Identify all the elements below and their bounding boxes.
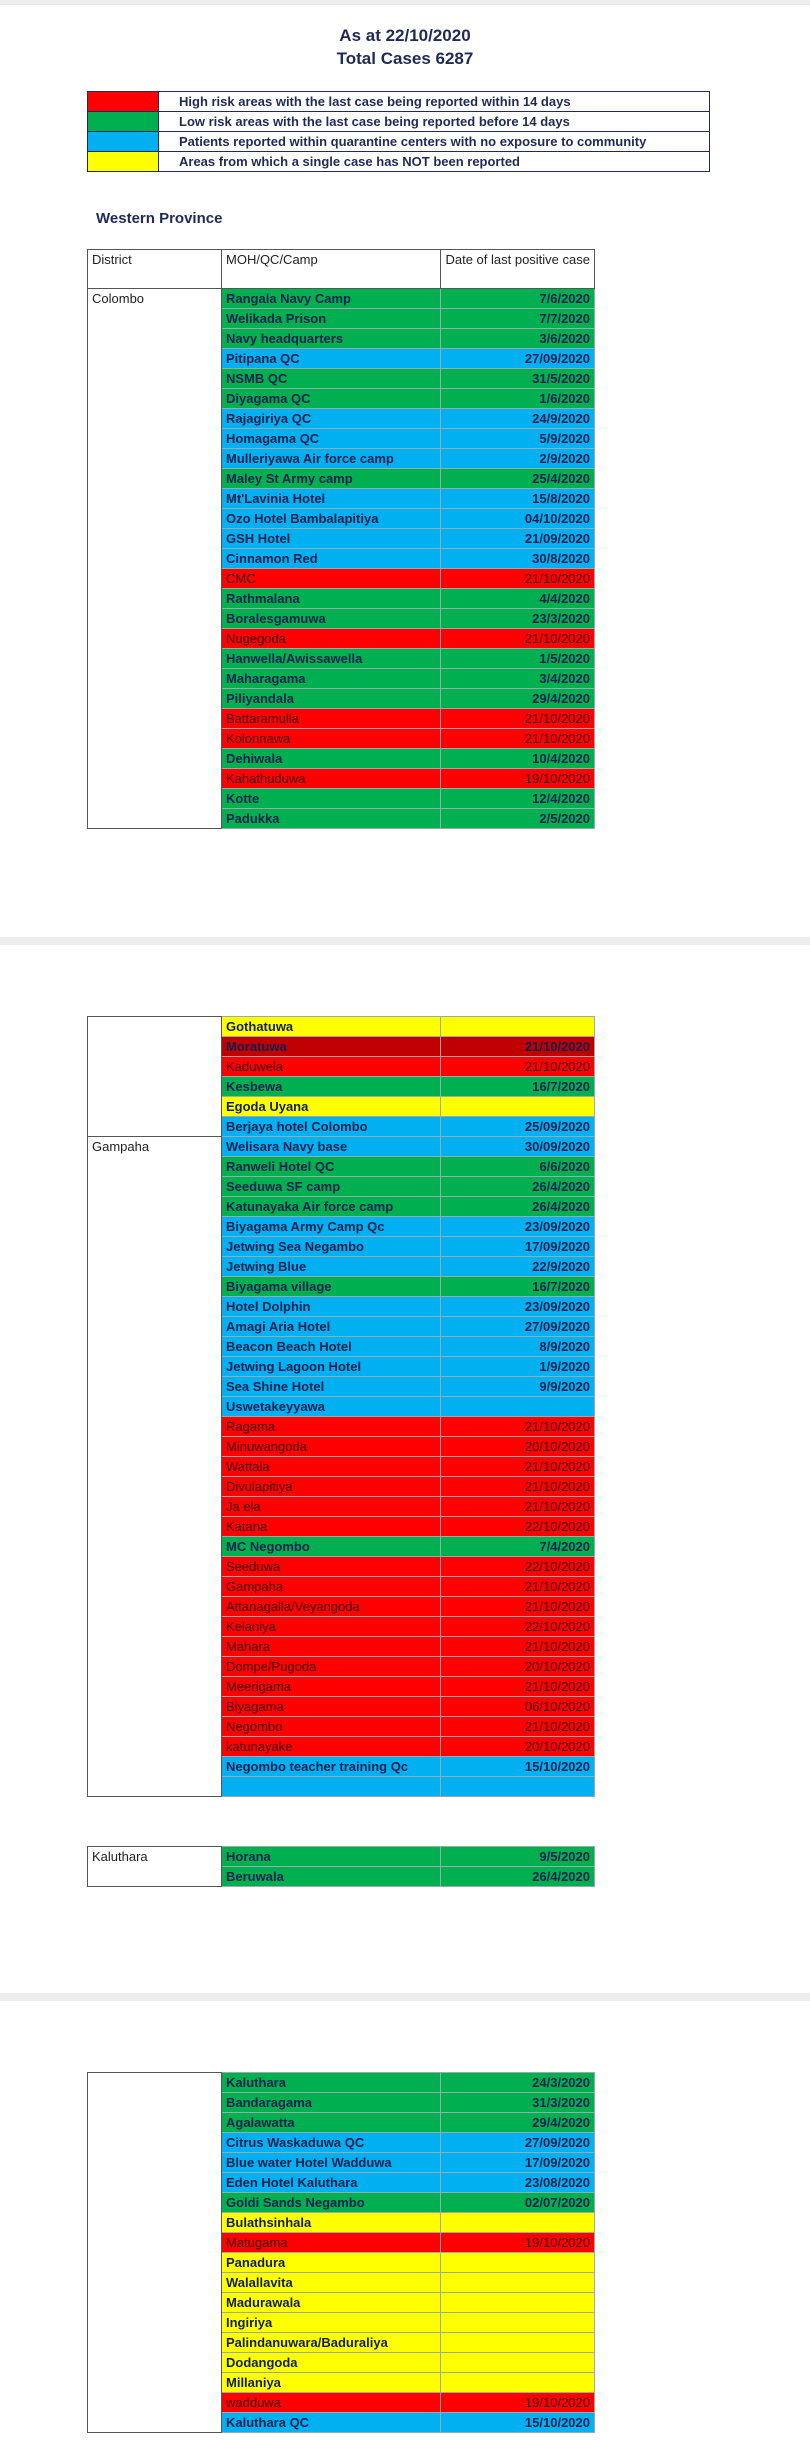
moh-name-cell: Beruwala xyxy=(222,1867,441,1887)
last-case-date-cell: 23/09/2020 xyxy=(441,1217,595,1237)
moh-name-cell: NSMB QC xyxy=(222,369,441,389)
last-case-date-cell: 21/10/2020 xyxy=(441,1677,595,1697)
last-case-date-cell xyxy=(441,2213,595,2233)
kaluthara-table-part2 xyxy=(87,2072,595,2433)
last-case-date-cell: 15/10/2020 xyxy=(441,2413,595,2433)
last-case-date-cell xyxy=(441,2253,595,2273)
moh-name-cell: Nugegoda xyxy=(222,629,441,649)
legend-row xyxy=(88,92,710,112)
last-case-date-cell: 15/10/2020 xyxy=(441,1757,595,1777)
last-case-date-cell: 22/10/2020 xyxy=(441,1557,595,1577)
last-case-date-cell: 27/09/2020 xyxy=(441,1317,595,1337)
last-case-date-cell: 21/10/2020 xyxy=(441,1497,595,1517)
moh-name-cell xyxy=(222,1777,441,1797)
last-case-date-cell: 3/6/2020 xyxy=(441,329,595,349)
moh-name-cell: Minuwangoda xyxy=(222,1437,441,1457)
moh-name-cell: Homagama QC xyxy=(222,429,441,449)
moh-name-cell: Walallavita xyxy=(222,2273,441,2293)
moh-name-cell: Boralesgamuwa xyxy=(222,609,441,629)
moh-name-cell: Dodangoda xyxy=(222,2353,441,2373)
last-case-date-cell xyxy=(441,1397,595,1417)
last-case-date-cell: 24/9/2020 xyxy=(441,409,595,429)
moh-name-cell: Maley St Army camp xyxy=(222,469,441,489)
moh-name-cell: Kotte xyxy=(222,789,441,809)
moh-name-cell: Madurawala xyxy=(222,2293,441,2313)
page-break-2 xyxy=(0,1993,810,2001)
moh-name-cell: Piliyandala xyxy=(222,689,441,709)
last-case-date-cell: 16/7/2020 xyxy=(441,1277,595,1297)
legend-row xyxy=(88,152,710,172)
district-cell xyxy=(88,2073,222,2433)
moh-name-cell: Katunayaka Air force camp xyxy=(222,1197,441,1217)
legend-row xyxy=(88,112,710,132)
color-legend xyxy=(87,91,710,172)
last-case-date-cell: 21/09/2020 xyxy=(441,529,595,549)
last-case-date-cell xyxy=(441,2353,595,2373)
column-header-date: Date of last positive case xyxy=(441,250,595,289)
last-case-date-cell: 17/09/2020 xyxy=(441,2153,595,2173)
last-case-date-cell: 24/3/2020 xyxy=(441,2073,595,2093)
moh-name-cell: Kaduwela xyxy=(222,1057,441,1077)
last-case-date-cell: 15/8/2020 xyxy=(441,489,595,509)
district-cell: Colombo xyxy=(88,289,222,829)
moh-name-cell: Ragama xyxy=(222,1417,441,1437)
legend-text: High risk areas with the last case being reported within 14 days xyxy=(159,92,710,112)
last-case-date-cell xyxy=(441,2313,595,2333)
last-case-date-cell: 02/07/2020 xyxy=(441,2193,595,2213)
last-case-date-cell: 7/7/2020 xyxy=(441,309,595,329)
moh-name-cell: Kelaniya xyxy=(222,1617,441,1637)
last-case-date-cell: 21/10/2020 xyxy=(441,709,595,729)
moh-name-cell: Agalawatta xyxy=(222,2113,441,2133)
moh-name-cell: Gothatuwa xyxy=(222,1017,441,1037)
moh-name-cell: Ranweli Hotel QC xyxy=(222,1157,441,1177)
moh-name-cell: Pitipana QC xyxy=(222,349,441,369)
moh-name-cell: Negombo xyxy=(222,1717,441,1737)
legend-text: Areas from which a single case has NOT been reported xyxy=(159,152,710,172)
moh-name-cell: Rangala Navy Camp xyxy=(222,289,441,309)
last-case-date-cell: 21/10/2020 xyxy=(441,1057,595,1077)
moh-name-cell: Jetwing Blue xyxy=(222,1257,441,1277)
last-case-date-cell: 25/4/2020 xyxy=(441,469,595,489)
last-case-date-cell: 26/4/2020 xyxy=(441,1867,595,1887)
last-case-date-cell: 6/6/2020 xyxy=(441,1157,595,1177)
moh-name-cell: Bulathsinhala xyxy=(222,2213,441,2233)
moh-name-cell: Kahathuduwa xyxy=(222,769,441,789)
moh-name-cell: Navy headquarters xyxy=(222,329,441,349)
last-case-date-cell: 1/6/2020 xyxy=(441,389,595,409)
last-case-date-cell: 21/10/2020 xyxy=(441,1597,595,1617)
last-case-date-cell: 9/9/2020 xyxy=(441,1377,595,1397)
moh-name-cell: Ingiriya xyxy=(222,2313,441,2333)
moh-name-cell: Panadura xyxy=(222,2253,441,2273)
legend-text: Patients reported within quarantine centers with no exposure to community xyxy=(159,132,710,152)
last-case-date-cell: 17/09/2020 xyxy=(441,1237,595,1257)
last-case-date-cell: 21/10/2020 xyxy=(441,729,595,749)
page-top-edge xyxy=(0,0,810,5)
last-case-date-cell: 16/7/2020 xyxy=(441,1077,595,1097)
last-case-date-cell: 8/9/2020 xyxy=(441,1337,595,1357)
moh-name-cell: Welikada Prison xyxy=(222,309,441,329)
moh-name-cell: Katana xyxy=(222,1517,441,1537)
last-case-date-cell: 27/09/2020 xyxy=(441,2133,595,2153)
moh-name-cell: CMC xyxy=(222,569,441,589)
province-title: Western Province xyxy=(96,210,223,227)
moh-name-cell: Divulapitiya xyxy=(222,1477,441,1497)
last-case-date-cell: 7/4/2020 xyxy=(441,1537,595,1557)
moh-name-cell: Attanagalla/Veyangoda xyxy=(222,1597,441,1617)
moh-name-cell: Seeduwa SF camp xyxy=(222,1177,441,1197)
last-case-date-cell: 23/08/2020 xyxy=(441,2173,595,2193)
kaluthara-table-part1 xyxy=(87,1846,595,1887)
colombo-table xyxy=(87,249,595,829)
moh-name-cell: Amagi Aria Hotel xyxy=(222,1317,441,1337)
table-row xyxy=(88,289,595,309)
last-case-date-cell: 26/4/2020 xyxy=(441,1197,595,1217)
moh-name-cell: Dompe/Pugoda xyxy=(222,1657,441,1677)
moh-name-cell: Kaluthara QC xyxy=(222,2413,441,2433)
table-header-row xyxy=(88,250,595,289)
last-case-date-cell: 21/10/2020 xyxy=(441,1457,595,1477)
legend-swatch xyxy=(88,132,159,152)
legend-swatch xyxy=(88,92,159,112)
last-case-date-cell: 7/6/2020 xyxy=(441,289,595,309)
last-case-date-cell: 19/10/2020 xyxy=(441,2393,595,2413)
last-case-date-cell: 04/10/2020 xyxy=(441,509,595,529)
last-case-date-cell: 12/4/2020 xyxy=(441,789,595,809)
moh-name-cell: Ozo Hotel Bambalapitiya xyxy=(222,509,441,529)
last-case-date-cell: 21/10/2020 xyxy=(441,1637,595,1657)
moh-name-cell: Jetwing Sea Negambo xyxy=(222,1237,441,1257)
moh-name-cell: Citrus Waskaduwa QC xyxy=(222,2133,441,2153)
last-case-date-cell: 06/10/2020 xyxy=(441,1697,595,1717)
table-row xyxy=(88,1847,595,1867)
column-header-moh: MOH/QC/Camp xyxy=(222,250,441,289)
moh-name-cell: wadduwa xyxy=(222,2393,441,2413)
last-case-date-cell xyxy=(441,2373,595,2393)
moh-name-cell: Rathmalana xyxy=(222,589,441,609)
moh-name-cell: Padukka xyxy=(222,809,441,829)
last-case-date-cell: 20/10/2020 xyxy=(441,1437,595,1457)
legend-text: Low risk areas with the last case being reported before 14 days xyxy=(159,112,710,132)
moh-name-cell: Moratuwa xyxy=(222,1037,441,1057)
moh-name-cell: Berjaya hotel Colombo xyxy=(222,1117,441,1137)
last-case-date-cell xyxy=(441,1017,595,1037)
moh-name-cell: Dehiwala xyxy=(222,749,441,769)
moh-name-cell: Diyagama QC xyxy=(222,389,441,409)
last-case-date-cell: 23/09/2020 xyxy=(441,1297,595,1317)
last-case-date-cell: 20/10/2020 xyxy=(441,1737,595,1757)
moh-name-cell: Kesbewa xyxy=(222,1077,441,1097)
moh-name-cell: Mahara xyxy=(222,1637,441,1657)
moh-name-cell: Blue water Hotel Wadduwa xyxy=(222,2153,441,2173)
moh-name-cell: Horana xyxy=(222,1847,441,1867)
moh-name-cell: Kolonnawa xyxy=(222,729,441,749)
last-case-date-cell: 1/9/2020 xyxy=(441,1357,595,1377)
moh-name-cell: Egoda Uyana xyxy=(222,1097,441,1117)
district-cell xyxy=(88,1017,222,1137)
last-case-date-cell: 25/09/2020 xyxy=(441,1117,595,1137)
last-case-date-cell: 21/10/2020 xyxy=(441,1417,595,1437)
moh-name-cell: Matugama xyxy=(222,2233,441,2253)
table-row xyxy=(88,2073,595,2093)
moh-name-cell: Hanwella/Awissawella xyxy=(222,649,441,669)
last-case-date-cell: 2/9/2020 xyxy=(441,449,595,469)
last-case-date-cell: 26/4/2020 xyxy=(441,1177,595,1197)
last-case-date-cell xyxy=(441,2273,595,2293)
moh-name-cell: Maharagama xyxy=(222,669,441,689)
legend-row xyxy=(88,132,710,152)
moh-name-cell: Eden Hotel Kaluthara xyxy=(222,2173,441,2193)
last-case-date-cell: 1/5/2020 xyxy=(441,649,595,669)
last-case-date-cell: 2/5/2020 xyxy=(441,809,595,829)
last-case-date-cell: 22/10/2020 xyxy=(441,1517,595,1537)
moh-name-cell: Rajagiriya QC xyxy=(222,409,441,429)
total-cases: Total Cases 6287 xyxy=(336,49,474,68)
last-case-date-cell: 21/10/2020 xyxy=(441,1717,595,1737)
moh-name-cell: Welisara Navy base xyxy=(222,1137,441,1157)
moh-name-cell: Hotel Dolphin xyxy=(222,1297,441,1317)
report-header xyxy=(0,24,810,70)
moh-name-cell: Beacon Beach Hotel xyxy=(222,1337,441,1357)
last-case-date-cell: 5/9/2020 xyxy=(441,429,595,449)
legend-swatch xyxy=(88,152,159,172)
last-case-date-cell xyxy=(441,2293,595,2313)
moh-name-cell: Meerigama xyxy=(222,1677,441,1697)
moh-name-cell: katunayake xyxy=(222,1737,441,1757)
moh-name-cell: Ja ela xyxy=(222,1497,441,1517)
moh-name-cell: Palindanuwara/Baduraliya xyxy=(222,2333,441,2353)
moh-name-cell: Uswetakeyyawa xyxy=(222,1397,441,1417)
last-case-date-cell: 19/10/2020 xyxy=(441,2233,595,2253)
last-case-date-cell: 29/4/2020 xyxy=(441,689,595,709)
last-case-date-cell: 22/10/2020 xyxy=(441,1617,595,1637)
last-case-date-cell: 22/9/2020 xyxy=(441,1257,595,1277)
last-case-date-cell: 31/5/2020 xyxy=(441,369,595,389)
last-case-date-cell xyxy=(441,1777,595,1797)
last-case-date-cell: 29/4/2020 xyxy=(441,2113,595,2133)
moh-name-cell: Mulleriyawa Air force camp xyxy=(222,449,441,469)
last-case-date-cell: 19/10/2020 xyxy=(441,769,595,789)
last-case-date-cell: 30/8/2020 xyxy=(441,549,595,569)
report-date: As at 22/10/2020 xyxy=(339,26,471,45)
moh-name-cell: Wattala xyxy=(222,1457,441,1477)
moh-name-cell: Biyagama village xyxy=(222,1277,441,1297)
column-header-district: District xyxy=(88,250,222,289)
last-case-date-cell: 21/10/2020 xyxy=(441,569,595,589)
moh-name-cell: Biyagama xyxy=(222,1697,441,1717)
last-case-date-cell: 21/10/2020 xyxy=(441,1477,595,1497)
moh-name-cell: Sea Shine Hotel xyxy=(222,1377,441,1397)
last-case-date-cell: 10/4/2020 xyxy=(441,749,595,769)
table-row xyxy=(88,1017,595,1037)
district-cell: Kaluthara xyxy=(88,1847,222,1887)
last-case-date-cell: 30/09/2020 xyxy=(441,1137,595,1157)
last-case-date-cell: 21/10/2020 xyxy=(441,1577,595,1597)
moh-name-cell: Biyagama Army Camp Qc xyxy=(222,1217,441,1237)
last-case-date-cell: 27/09/2020 xyxy=(441,349,595,369)
moh-name-cell: Cinnamon Red xyxy=(222,549,441,569)
colombo-gampaha-table xyxy=(87,1016,595,1797)
moh-name-cell: Goldi Sands Negambo xyxy=(222,2193,441,2213)
moh-name-cell: Negombo teacher training Qc xyxy=(222,1757,441,1777)
moh-name-cell: GSH Hotel xyxy=(222,529,441,549)
moh-name-cell: Seeduwa xyxy=(222,1557,441,1577)
last-case-date-cell: 9/5/2020 xyxy=(441,1847,595,1867)
moh-name-cell: Jetwing Lagoon Hotel xyxy=(222,1357,441,1377)
moh-name-cell: Gampaha xyxy=(222,1577,441,1597)
last-case-date-cell: 23/3/2020 xyxy=(441,609,595,629)
last-case-date-cell: 3/4/2020 xyxy=(441,669,595,689)
last-case-date-cell: 4/4/2020 xyxy=(441,589,595,609)
last-case-date-cell: 20/10/2020 xyxy=(441,1657,595,1677)
last-case-date-cell: 21/10/2020 xyxy=(441,1037,595,1057)
last-case-date-cell xyxy=(441,2333,595,2353)
moh-name-cell: Mt'Lavinia Hotel xyxy=(222,489,441,509)
last-case-date-cell: 31/3/2020 xyxy=(441,2093,595,2113)
district-cell: Gampaha xyxy=(88,1137,222,1797)
legend-swatch xyxy=(88,112,159,132)
last-case-date-cell: 21/10/2020 xyxy=(441,629,595,649)
table-row xyxy=(88,1137,595,1157)
moh-name-cell: Battaramulla xyxy=(222,709,441,729)
moh-name-cell: Kaluthara xyxy=(222,2073,441,2093)
moh-name-cell: Millaniya xyxy=(222,2373,441,2393)
page-break-1 xyxy=(0,937,810,945)
moh-name-cell: MC Negombo xyxy=(222,1537,441,1557)
last-case-date-cell xyxy=(441,1097,595,1117)
moh-name-cell: Bandaragama xyxy=(222,2093,441,2113)
